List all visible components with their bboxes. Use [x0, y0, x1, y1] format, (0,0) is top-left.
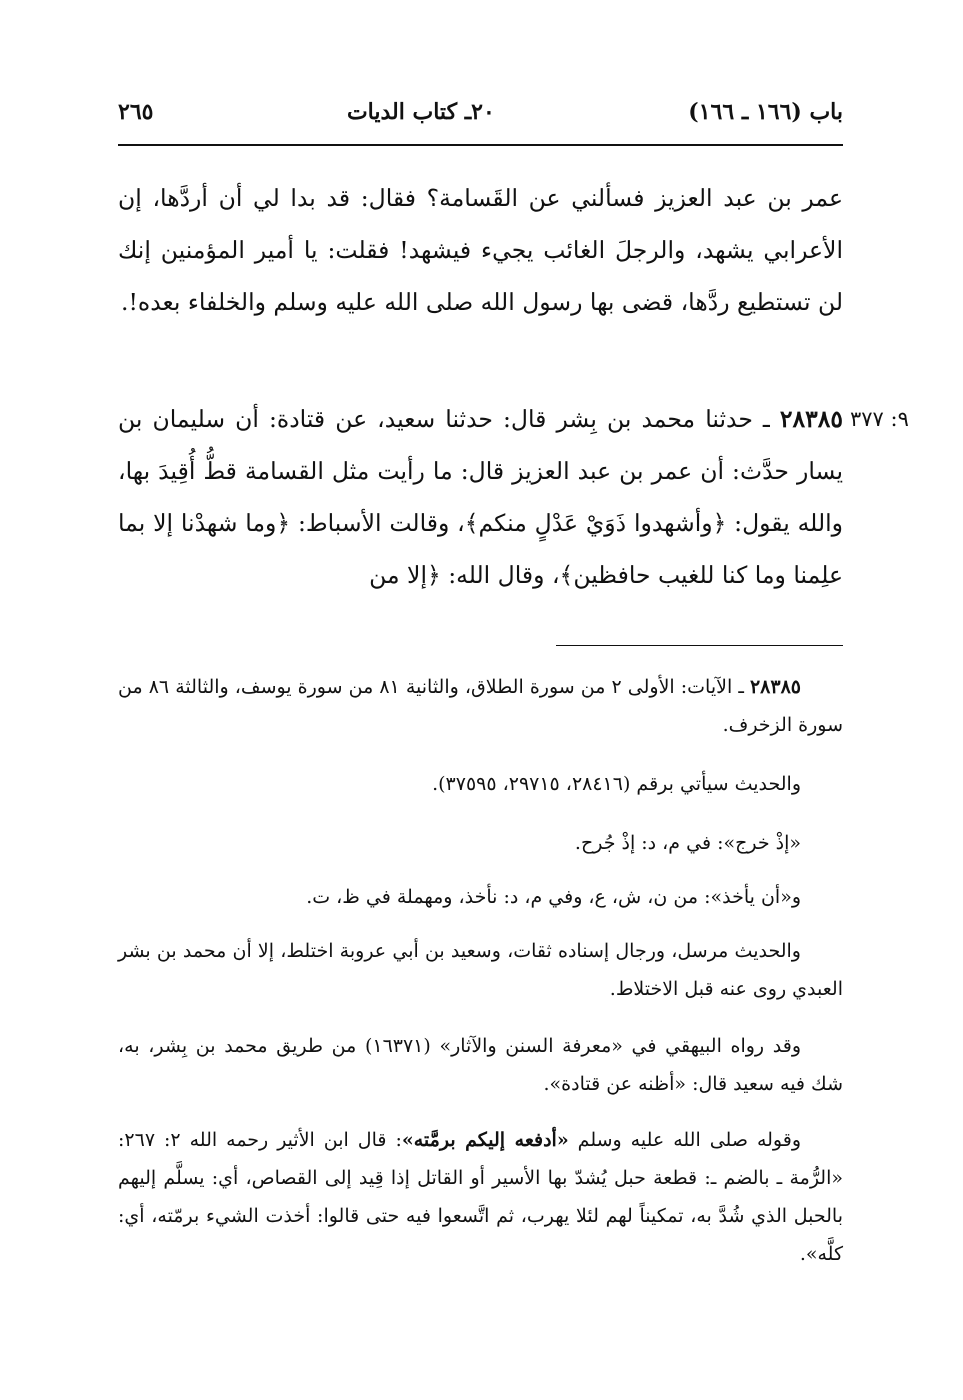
chapter-title: باب (١٦٦ ـ ١٦٦): [688, 99, 843, 125]
footnote-separator: [556, 645, 843, 646]
footnote-1-number: ٢٨٣٨٥: [749, 676, 801, 698]
running-header: [118, 92, 843, 132]
margin-reference: ٩: ٣٧٧: [850, 407, 909, 431]
hadith-number: ٢٨٣٨٥: [779, 405, 843, 433]
footnote-7: [118, 1121, 843, 1273]
book-title: ٢٠ـ كتاب الديات: [346, 99, 495, 125]
footnote-6: وقد رواه البيهقي في «معرفة السنن والآثار» (١٦٣٧١) من طريق محمد بن بِشر، به، شك فيه سعيد قال: «أظنه عن قتادة».: [118, 1035, 843, 1095]
hadith-text: ـ حدثنا محمد بن بِشر قال: حدثنا سعيد، عن قتادة: أن سليمان بن يسار حدَّث: أن عمر بن عبد العزيز قال: ما رأيت مثل القسامة قطُّ أُقِيدَ بها، والله يقول: ﴿وأشهدوا ذَوَيْ عَدْلٍ منكم﴾، وقالت الأسباط: ﴿وما شهدْنا إلا بما علِمنا وما كنا للغيب حافظين﴾، وقال الله: ﴿إلا من: [118, 405, 843, 589]
footnote-7-lead: وقوله صلى الله عليه وسلم: [568, 1129, 802, 1151]
footnote-7-quote: «أدفعه إليكم برمَّته»: [401, 1129, 569, 1151]
main-paragraph-continued: عمر بن عبد العزيز فسألني عن القَسامة؟ فقال: قد بدا لي أن أردَّها، إن الأعرابي يشهد، والرجلَ الغائب يجيء فيشهد! فقلت: يا أمير المؤمنين إنك لن تستطيع ردَّها، قضى بها رسول الله صلى الله عليه وسلم والخلفاء بعده!.: [118, 184, 843, 316]
footnote-1-text: ـ الآيات: الأولى ٢ من سورة الطلاق، والثانية ٨١ من سورة يوسف، والثالثة ٨٦ من سورة الزخرف.: [118, 676, 843, 736]
footnote-2: والحديث سيأتي برقم (٢٨٤١٦، ٢٩٧١٥، ٣٧٥٩٥).: [432, 773, 801, 795]
page-number: ٢٦٥: [118, 99, 154, 125]
header-rule: [118, 144, 843, 146]
footnote-1: [118, 668, 843, 744]
footnote-4: و«أن يأخذ»: من ن، ش، ع، وفي م، د: نأخذ، ومهملة في ظ، ت.: [306, 886, 801, 908]
hadith-paragraph: [118, 393, 843, 601]
footnote-3: «إذْ خرج»: في م، د: إذْ جُرح.: [574, 832, 801, 854]
footnote-7-rest: : قال ابن الأثير رحمه الله ٢: ٢٦٧: «الرُّمة ـ بالضم ـ: قطعة حبل يُشدّ بها الأسير أو القاتل إذا قِيد إلى القصاص، أي: يسلَّم إليهم بالحبل الذي شُدَّ به، تمكيناً لهم لئلا يهرب، ثم اتَّسعوا فيه حتى قالوا: أخذت الشيء برمّته، أي: كلَّه».: [118, 1129, 843, 1265]
footnote-5: والحديث مرسل، ورجال إسناده ثقات، وسعيد بن أبي عروبة اختلط، إلا أن محمد بن بشر العبدي روى عنه قبل الاختلاط.: [118, 940, 843, 1000]
